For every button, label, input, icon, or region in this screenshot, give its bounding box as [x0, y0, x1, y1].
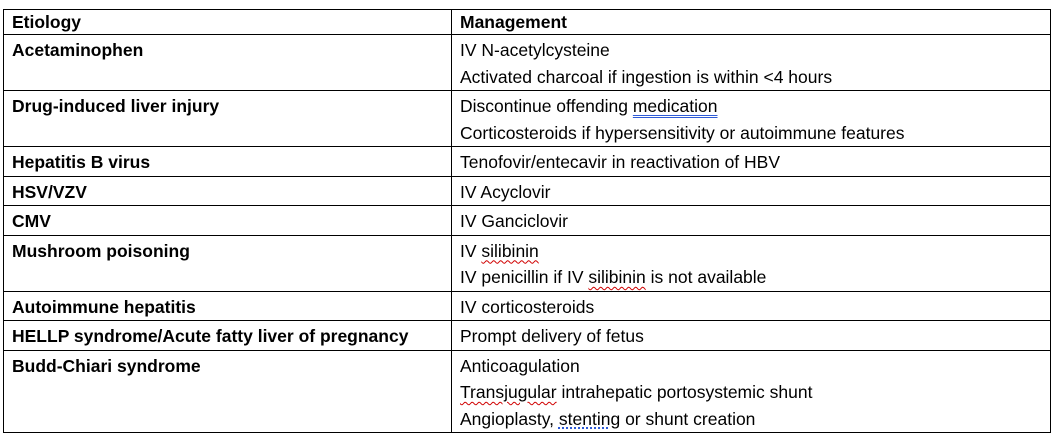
- management-line: Tenofovir/entecavir in reactivation of HBV: [460, 152, 781, 172]
- etiology-cell: Drug-induced liver injury: [4, 91, 452, 147]
- management-line: Transjugular intrahepatic portosystemic shunt: [460, 382, 813, 402]
- table-row: [4, 35, 1051, 91]
- management-cell: [452, 291, 1051, 321]
- spelling-mark: silibinin: [588, 267, 646, 287]
- etiology-cell: Hepatitis B virus: [4, 147, 452, 177]
- management-cell: [452, 350, 1051, 433]
- management-line: Discontinue offending medication: [460, 96, 718, 116]
- etiology-cell: CMV: [4, 206, 452, 236]
- table-row: [4, 235, 1051, 291]
- management-cell: [452, 321, 1051, 351]
- table-row: [4, 91, 1051, 147]
- management-line: Activated charcoal if ingestion is within <4 hours: [460, 66, 833, 87]
- management-cell: [452, 235, 1051, 291]
- management-cell: [452, 147, 1051, 177]
- etiology-cell: Mushroom poisoning: [4, 235, 452, 291]
- grammar-mark: medication: [632, 96, 718, 116]
- etiology-cell: HSV/VZV: [4, 176, 452, 206]
- table-row: [4, 147, 1051, 177]
- etiology-management-table: [3, 9, 1051, 433]
- management-line: Corticosteroids if hypersensitivity or autoimmune features: [460, 122, 905, 143]
- header-management: Management: [452, 10, 1051, 35]
- table-row: [4, 321, 1051, 351]
- management-cell: [452, 91, 1051, 147]
- management-line: IV Acyclovir: [460, 181, 551, 202]
- management-line: Angioplasty, stenting or shunt creation: [460, 408, 756, 429]
- table-header-row: [4, 10, 1051, 35]
- etiology-cell: HELLP syndrome/Acute fatty liver of pregnancy: [4, 321, 452, 351]
- header-etiology: Etiology: [4, 10, 452, 35]
- management-cell: [452, 206, 1051, 236]
- table-row: [4, 176, 1051, 206]
- spelling-mark: Transjugular: [460, 382, 557, 402]
- management-line: IV Ganciclovir: [460, 211, 568, 231]
- grammar-mark: stenting: [558, 408, 621, 429]
- spelling-mark: silibinin: [481, 240, 539, 261]
- management-line: IV corticosteroids: [460, 296, 595, 317]
- table-row: [4, 291, 1051, 321]
- management-line: IV silibinin: [460, 240, 539, 261]
- etiology-cell: Acetaminophen: [4, 35, 452, 91]
- management-line: IV penicillin if IV silibinin is not available: [460, 267, 767, 287]
- management-cell: [452, 35, 1051, 91]
- table-row: [4, 350, 1051, 433]
- management-cell: [452, 176, 1051, 206]
- table-row: [4, 206, 1051, 236]
- management-line: Anticoagulation: [460, 355, 580, 376]
- etiology-cell: Budd-Chiari syndrome: [4, 350, 452, 433]
- management-line: Prompt delivery of fetus: [460, 326, 644, 346]
- management-line: IV N-acetylcysteine: [460, 40, 610, 60]
- etiology-cell: Autoimmune hepatitis: [4, 291, 452, 321]
